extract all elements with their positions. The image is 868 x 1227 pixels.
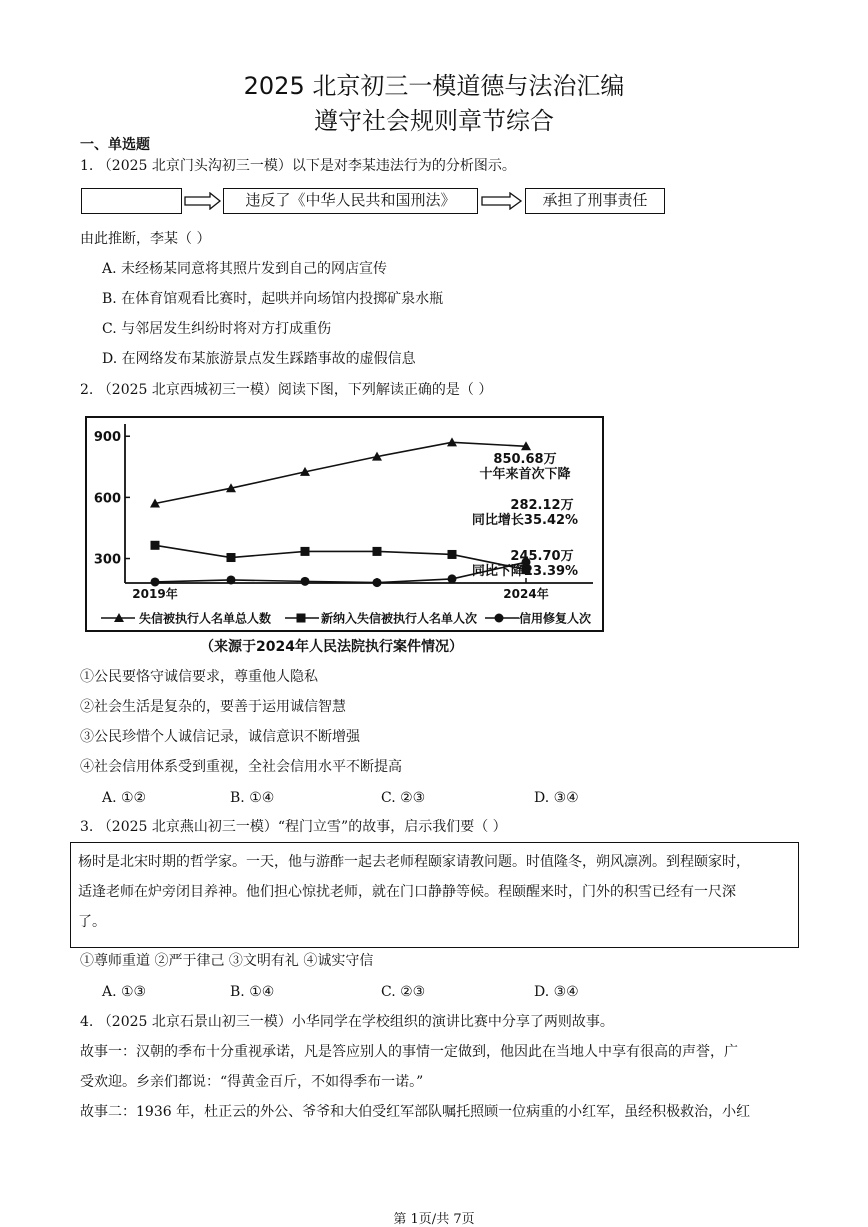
q3-choice-d: D. ③④ [534, 984, 579, 1000]
y-tick-label: 300 [93, 552, 121, 568]
q3-stem: 3. （2025 北京燕山初三一模）“程门立雪”的故事，启示我们要（ ） [80, 819, 507, 835]
chart-source: （来源于2024年人民法院执行案件情况） [200, 639, 463, 655]
data-point [448, 574, 457, 583]
data-label: 850.68万 [493, 452, 557, 467]
data-point [151, 577, 160, 586]
q1-flow-law-box: 违反了《中华人民共和国刑法》 [223, 188, 478, 214]
series-line [155, 545, 526, 569]
q2-statement-3: ③公民珍惜个人诚信记录，诚信意识不断增强 [80, 729, 360, 745]
q2-statement-4: ④社会信用体系受到重视，全社会信用水平不断提高 [80, 759, 402, 775]
x-tick-label: 2024年 [503, 587, 549, 601]
q1-option-b: B. 在体育馆观看比赛时，起哄并向场馆内投掷矿泉水瓶 [102, 291, 444, 307]
q2-choice-a: A. ①② [102, 790, 147, 806]
data-label: 245.70万 [510, 549, 574, 564]
y-tick-label: 600 [93, 491, 121, 507]
q3-choice-a: A. ①③ [102, 984, 147, 1000]
q4-story-line: 受欢迎。乡亲们都说：“得黄金百斤，不如得季布一诺。” [80, 1074, 424, 1090]
q1-option-d: D. 在网络发布某旅游景点发生踩踏事故的虚假信息 [102, 351, 416, 367]
q3-statements: ①尊师重道 ②严于律己 ③文明有礼 ④诚实守信 [80, 953, 374, 969]
y-tick-label: 900 [93, 430, 121, 446]
data-label: 282.12万 [510, 498, 574, 513]
page-footer: 第 1页/共 7页 [393, 1212, 475, 1227]
q1-option-a: A. 未经杨某同意将其照片发到自己的网店宣传 [102, 261, 388, 277]
q2-statement-2: ②社会生活是复杂的，要善于运用诚信智慧 [80, 699, 346, 715]
legend-marker [495, 614, 504, 623]
section-heading: 一、单选题 [80, 137, 150, 153]
data-point [301, 577, 310, 586]
data-label: 十年来首次下降 [479, 467, 571, 482]
legend-entry: 新纳入失信被执行人名单人次 [321, 611, 478, 626]
data-point [151, 541, 160, 550]
legend-entry: 信用修复人次 [519, 611, 592, 626]
q2-choice-c: C. ②③ [381, 790, 426, 806]
data-label: 同比增长35.42% [471, 513, 579, 528]
q1-option-c: C. 与邻居发生纠纷时将对方打成重伤 [102, 321, 332, 337]
legend-entry: 失信被执行人名单总人数 [139, 611, 272, 626]
data-point [227, 575, 236, 584]
flow-arrow-icon [184, 192, 222, 210]
q4-story-line: 故事一：汉朝的季布十分重视承诺，凡是答应别人的事情一定做到，他因此在当地人中享有很高的声誉，广 [80, 1044, 738, 1060]
data-point [373, 547, 382, 556]
q3-story-line: 了。 [78, 914, 106, 930]
q2-statement-1: ①公民要恪守诚信要求，尊重他人隐私 [80, 669, 318, 685]
x-tick-label: 2019年 [132, 587, 178, 601]
q3-choice-c: C. ②③ [381, 984, 426, 1000]
q2-choice-b: B. ①④ [230, 790, 275, 806]
q1-stem: 1. （2025 北京门头沟初三一模）以下是对李某违法行为的分析图示。 [80, 158, 516, 174]
q3-story-line: 杨时是北宋时期的哲学家。一天，他与游酢一起去老师程颐家请教问题。时值隆冬，朔风凛冽。到程颐家时， [78, 854, 750, 870]
flow-arrow-icon [481, 192, 523, 210]
q2-stem: 2. （2025 北京西城初三一模）阅读下图，下列解读正确的是（ ） [80, 382, 493, 398]
data-point [301, 547, 310, 556]
q4-stem: 4. （2025 北京石景山初三一模）小华同学在学校组织的演讲比赛中分享了两则故事。 [80, 1014, 614, 1030]
data-point [448, 550, 457, 559]
data-point [227, 553, 236, 562]
q4-story-line: 故事二：1936 年，杜正云的外公、爷爷和大伯受红军部队嘱托照顾一位病重的小红军，虽经积极救治，小红 [80, 1104, 751, 1120]
line-chart [85, 416, 604, 632]
data-point [373, 578, 382, 587]
document-subtitle: 遵守社会规则章节综合 [314, 107, 554, 135]
document-title: 2025 北京初三一模道德与法治汇编 [243, 72, 625, 100]
series-line [155, 442, 526, 503]
q2-choice-d: D. ③④ [534, 790, 579, 806]
series-line [155, 562, 526, 582]
q3-choice-b: B. ①④ [230, 984, 275, 1000]
legend-marker [297, 614, 306, 623]
q1-flow-blank-box [81, 188, 182, 214]
q1-lead: 由此推断，李某（ ） [80, 231, 211, 247]
q1-flow-liability-box: 承担了刑事责任 [525, 188, 665, 214]
q3-story-line: 适逢老师在炉旁闭目养神。他们担心惊扰老师，就在门口静静等候。程颐醒来时，门外的积雪已经有一尺深 [78, 884, 736, 900]
data-label: 同比下降23.39% [471, 564, 579, 579]
